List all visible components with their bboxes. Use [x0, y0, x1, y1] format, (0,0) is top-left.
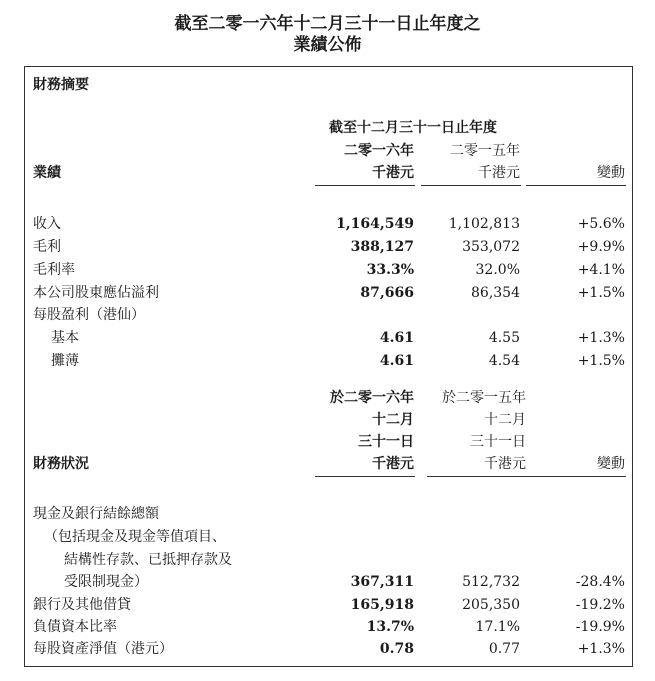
position-underline-2015	[427, 476, 527, 477]
results-underline-2016	[315, 185, 415, 186]
position-col-2016-line-3: 三十一日	[358, 434, 414, 450]
results-change-header: 變動	[597, 165, 625, 181]
position-underline-2016	[315, 476, 415, 477]
document-title-line-2: 業績公佈	[293, 35, 362, 55]
results-underline-change	[526, 185, 626, 186]
position-col-2016-line-1: 於二零一六年	[330, 390, 414, 406]
position-underline-change	[526, 476, 626, 477]
results-unit-2016: 千港元	[372, 165, 414, 181]
results-unit-2015: 千港元	[478, 165, 520, 181]
results-underline-2015	[421, 185, 521, 186]
financial-highlights-heading: 財務摘要	[33, 77, 89, 93]
position-section-label: 財務狀況	[33, 456, 89, 472]
position-col-2015-line-1: 於二零一五年	[442, 390, 526, 406]
results-period-header: 截至十二月三十一日止年度	[329, 120, 497, 136]
position-col-2016-line-2: 十二月	[372, 412, 414, 428]
position-unit-2016: 千港元	[372, 456, 414, 472]
results-col-2016: 二零一六年	[344, 143, 414, 159]
position-unit-2015: 千港元	[484, 456, 526, 472]
position-change-header: 變動	[597, 456, 625, 472]
position-col-2015-line-2: 十二月	[484, 412, 526, 428]
results-section-label: 業績	[33, 165, 61, 181]
position-col-2015-line-3: 三十一日	[470, 434, 526, 450]
document-title-line-1: 截至二零一六年十二月三十一日止年度之	[174, 14, 481, 34]
results-col-2015: 二零一五年	[450, 143, 520, 159]
